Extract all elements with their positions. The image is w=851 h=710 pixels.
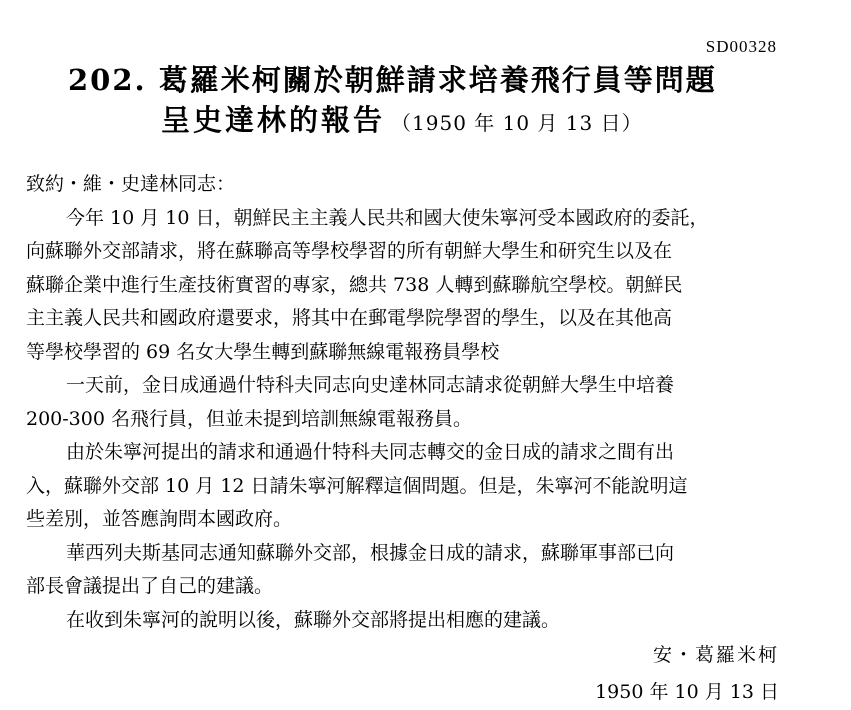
paragraph-line: 部長會議提出了自己的建議。 — [26, 575, 274, 597]
paragraph-line: 由於朱寧河提出的請求和通過什特科夫同志轉交的金日成的請求之間有出 — [66, 441, 675, 463]
document-body — [26, 168, 786, 637]
paragraph-line: 蘇聯企業中進行生產技術實習的專家，總共 738 人轉到蘇聯航空學校。朝鮮民 — [26, 273, 683, 296]
signature-name: 安・葛羅米柯 — [652, 644, 779, 666]
paragraph-line: 200-300 名飛行員，但並未提到培訓無線電報務員。 — [26, 407, 472, 430]
paragraph-5 — [26, 604, 786, 638]
paragraph-line: 向蘇聯外交部請求，將在蘇聯高等學校學習的所有朝鮮大學生和研究生以及在 — [26, 240, 673, 262]
paragraph-line: 今年 10 月 10 日，朝鮮民主主義人民共和國大使朱寧河受本國政府的委託， — [66, 206, 709, 229]
paragraph-line: 主主義人民共和國政府還要求，將其中在郵電學院學習的學生，以及在其他高 — [26, 307, 673, 329]
signature-date: 1950 年 10 月 13 日 — [595, 681, 779, 703]
paragraph-line: 等學校學習的 69 名女大學生轉到蘇聯無線電報務員學校 — [26, 340, 500, 363]
document-id: SD00328 — [705, 37, 777, 56]
salutation: 致約・維・史達林同志： — [26, 173, 236, 195]
paragraph-4 — [26, 537, 786, 604]
paragraph-2 — [26, 369, 786, 436]
paragraph-line: 在收到朱寧河的說明以後，蘇聯外交部將提出相應的建議。 — [66, 608, 561, 631]
title-line-2-text: 呈史達林的報告 — [161, 103, 386, 137]
title-date: （1950 年 10 月 13 日） — [391, 111, 643, 135]
title-line-1: 202. 葛羅米柯關於朝鮮請求培養飛行員等問題 — [68, 63, 717, 97]
paragraph-line: 些差別，並答應詢問本國政府。 — [26, 508, 293, 530]
paragraph-1 — [26, 202, 786, 370]
paragraph-line: 入，蘇聯外交部 10 月 12 日請朱寧河解釋這個問題。但是，朱寧河不能說明這 — [26, 474, 688, 497]
title-line-2 — [161, 98, 643, 139]
paragraph-3 — [26, 436, 786, 537]
paragraph-line: 一天前，金日成通過什特科夫同志向史達林同志請求從朝鮮大學生中培養 — [66, 374, 675, 396]
paragraph-line: 華西列夫斯基同志通知蘇聯外交部，根據金日成的請求，蘇聯軍事部已向 — [66, 541, 675, 564]
